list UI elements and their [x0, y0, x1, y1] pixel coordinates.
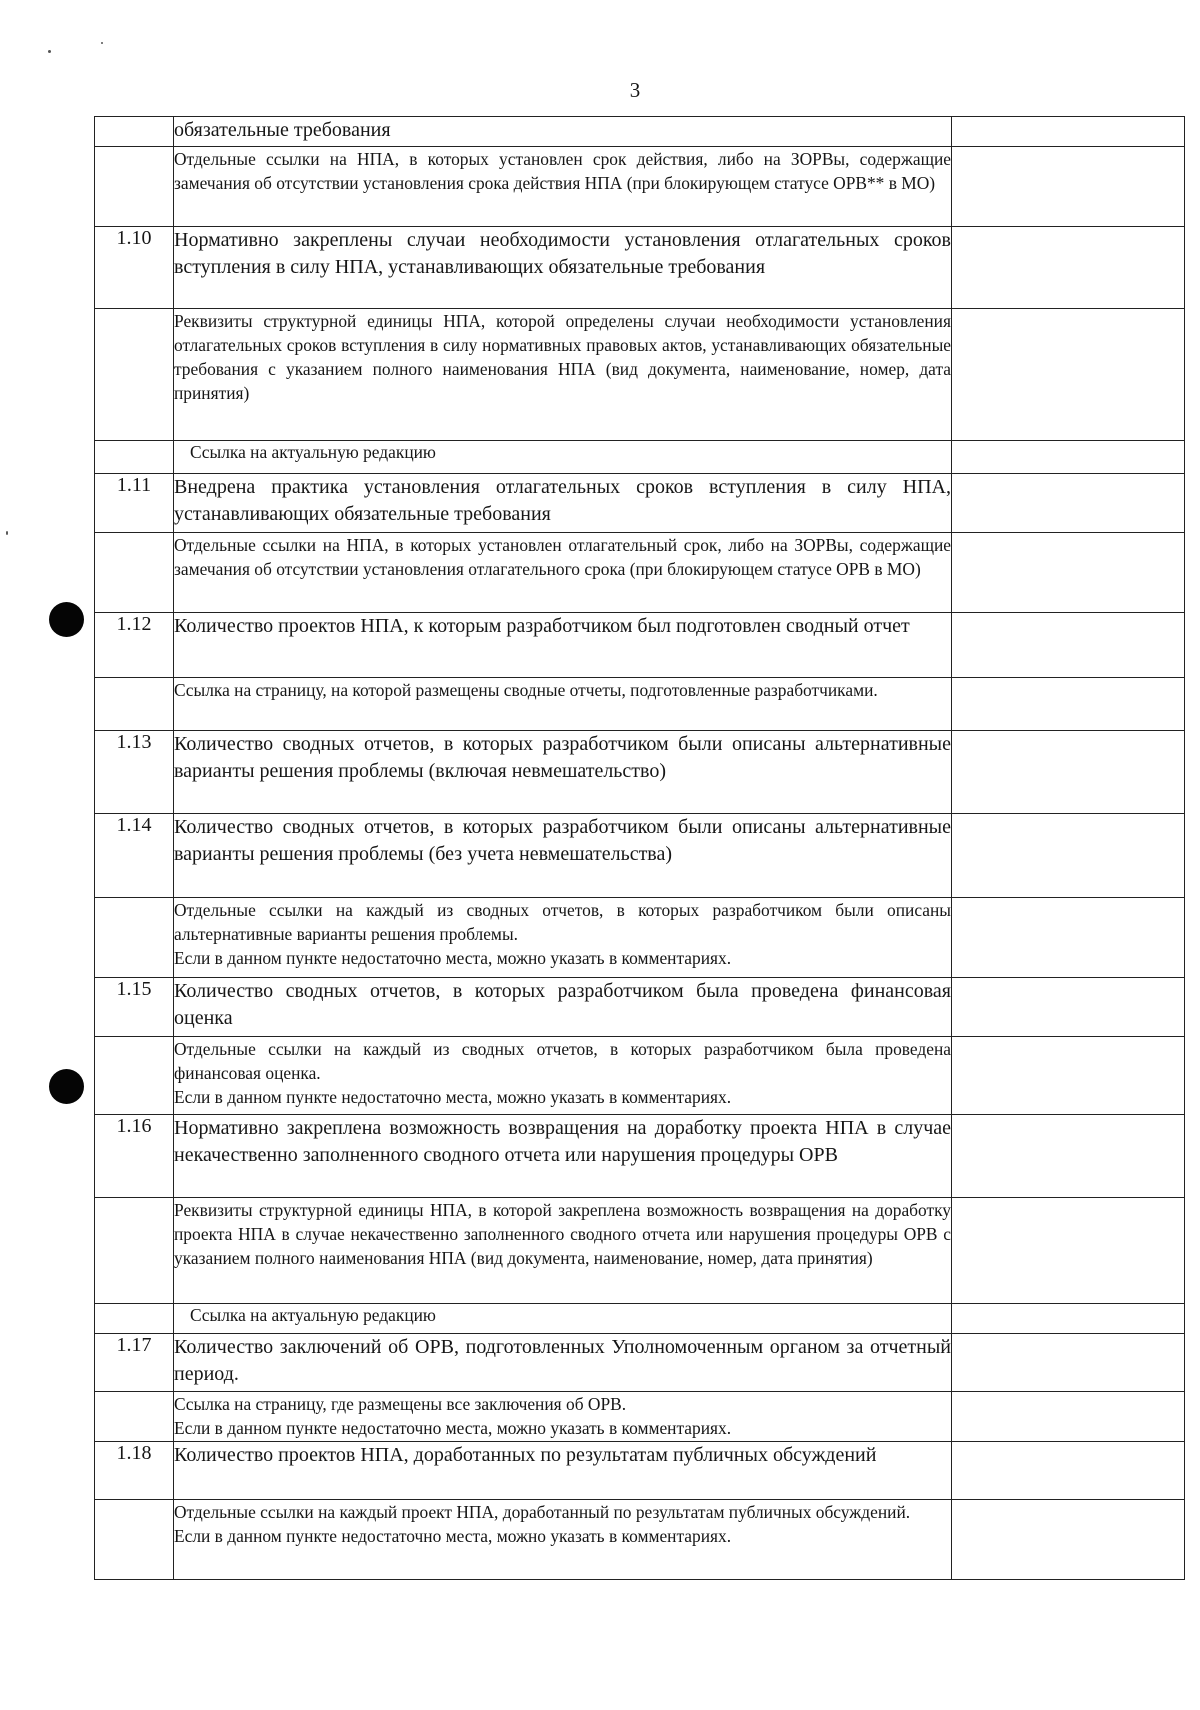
cell-text: Ссылка на актуальную редакцию: [190, 442, 436, 462]
item-number: [95, 1500, 174, 1580]
value-cell[interactable]: [952, 227, 1185, 309]
value-cell[interactable]: [952, 1392, 1185, 1442]
criterion-row: [95, 978, 1185, 1037]
cell-text: Отдельные ссылки на каждый из сводных отчетов, в которых разработчиком была проведена финансовая оценка. Если в данном пункте недостаточно места, можно указать в комментариях.: [174, 1039, 951, 1107]
item-number: 1.18: [95, 1442, 174, 1500]
criterion-text: [174, 117, 952, 147]
evidence-text: [174, 678, 952, 731]
evidence-text: [174, 1198, 952, 1304]
cell-text: Ссылка на страницу, на которой размещены сводные отчеты, подготовленные разработчиками.: [174, 680, 878, 700]
item-number: [95, 1037, 174, 1115]
criterion-row: [95, 1442, 1185, 1500]
item-number: [95, 1198, 174, 1304]
item-number: [95, 898, 174, 978]
punch-hole-lower: [49, 1069, 84, 1104]
item-number: [95, 441, 174, 474]
value-cell[interactable]: [952, 117, 1185, 147]
evidence-row: [95, 1037, 1185, 1115]
criterion-text: [174, 1115, 952, 1198]
cell-text: Отдельные ссылки на каждый проект НПА, доработанный по результатам публичных обсуждений. Если в данном пункте недостаточно места, можно указать в комментариях.: [174, 1502, 911, 1546]
value-cell[interactable]: [952, 441, 1185, 474]
evidence-row: [95, 533, 1185, 613]
value-cell[interactable]: [952, 1198, 1185, 1304]
evidence-row: [95, 117, 1185, 147]
evidence-text: [174, 1500, 952, 1580]
item-number: [95, 309, 174, 441]
cell-text: Количество проектов НПА, доработанных по результатам публичных обсуждений: [174, 1444, 877, 1466]
cell-text: Отдельные ссылки на НПА, в которых установлен срок действия, либо на ЗОРВы, содержащие замечания об отсутствии установления срока действия НПА (при блокирующем статусе ОРВ** в МО): [174, 149, 951, 193]
value-cell[interactable]: [952, 731, 1185, 814]
item-number: 1.15: [95, 978, 174, 1037]
evidence-row: [95, 147, 1185, 227]
evidence-row: [95, 1392, 1185, 1442]
cell-text: Количество сводных отчетов, в которых разработчиком были описаны альтернативные варианты решения проблемы (без учета невмешательства): [174, 816, 951, 865]
criterion-row: [95, 474, 1185, 533]
value-cell[interactable]: [952, 309, 1185, 441]
cell-text: обязательные требования: [174, 119, 391, 141]
criterion-text: [174, 978, 952, 1037]
cell-text: Количество проектов НПА, к которым разработчиком был подготовлен сводный отчет: [174, 615, 910, 637]
evidence-text: [174, 898, 952, 978]
cell-text: Отдельные ссылки на каждый из сводных отчетов, в которых разработчиком были описаны альтернативные варианты решения проблемы. Если в данном пункте недостаточно места, можно указать в комментариях.: [174, 900, 951, 968]
value-cell[interactable]: [952, 1115, 1185, 1198]
criterion-row: [95, 1115, 1185, 1198]
evidence-row: [95, 309, 1185, 441]
evidence-text: [174, 533, 952, 613]
cell-text: Реквизиты структурной единицы НПА, в которой закреплена возможность возвращения на доработку проекта НПА в случае некачественно заполненного сводного отчета или нарушения процедуры ОРВ с указанием полного наименования НПА (вид документа, наименование, номер, дата принятия): [174, 1200, 951, 1268]
criterion-row: [95, 613, 1185, 678]
cell-text: Ссылка на страницу, где размещены все заключения об ОРВ. Если в данном пункте недостаточно места, можно указать в комментариях.: [174, 1394, 732, 1438]
item-number: [95, 678, 174, 731]
evidence-row: [95, 678, 1185, 731]
value-cell[interactable]: [952, 978, 1185, 1037]
link-text: [174, 1304, 952, 1334]
cell-text: Количество сводных отчетов, в которых разработчиком была проведена финансовая оценка: [174, 980, 951, 1029]
criterion-text: [174, 731, 952, 814]
item-number: 1.10: [95, 227, 174, 309]
cell-text: Количество сводных отчетов, в которых разработчиком были описаны альтернативные варианты решения проблемы (включая невмешательство): [174, 733, 951, 782]
criteria-table: [94, 116, 1185, 1580]
link-text: [174, 441, 952, 474]
value-cell[interactable]: [952, 147, 1185, 227]
item-number: [95, 147, 174, 227]
item-number: [95, 1392, 174, 1442]
scan-speck: [6, 531, 8, 535]
value-cell[interactable]: [952, 898, 1185, 978]
criterion-text: [174, 474, 952, 533]
criterion-row: [95, 814, 1185, 898]
punch-hole-upper: [49, 602, 84, 637]
criterion-text: [174, 1334, 952, 1392]
evidence-text: [174, 1037, 952, 1115]
page-number: 3: [629, 78, 641, 102]
value-cell[interactable]: [952, 533, 1185, 613]
cell-text: Отдельные ссылки на НПА, в которых установлен отлагательный срок, либо на ЗОРВы, содержащие замечания об отсутствии установления отлагательного срока (при блокирующем статусе ОРВ в МО): [174, 535, 951, 579]
link-row: [95, 1304, 1185, 1334]
evidence-row: [95, 898, 1185, 978]
item-number: 1.16: [95, 1115, 174, 1198]
item-number: [95, 533, 174, 613]
value-cell[interactable]: [952, 613, 1185, 678]
scan-speck: [101, 42, 103, 44]
item-number: [95, 117, 174, 147]
cell-text: Количество заключений об ОРВ, подготовленных Уполномоченным органом за отчетный период.: [174, 1336, 951, 1385]
criterion-text: [174, 1442, 952, 1500]
value-cell[interactable]: [952, 1037, 1185, 1115]
value-cell[interactable]: [952, 1304, 1185, 1334]
value-cell[interactable]: [952, 678, 1185, 731]
value-cell[interactable]: [952, 1500, 1185, 1580]
item-number: 1.14: [95, 814, 174, 898]
item-number: 1.13: [95, 731, 174, 814]
criterion-text: [174, 814, 952, 898]
link-row: [95, 441, 1185, 474]
criterion-row: [95, 731, 1185, 814]
criterion-row: [95, 1334, 1185, 1392]
cell-text: Реквизиты структурной единицы НПА, которой определены случаи необходимости установления отлагательных сроков вступления в силу нормативных правовых актов, устанавливающих обязательные требования с указанием полного наименования НПА (вид документа, наименование, номер, дата принятия): [174, 311, 951, 403]
value-cell[interactable]: [952, 814, 1185, 898]
criterion-text: [174, 613, 952, 678]
criterion-row: [95, 227, 1185, 309]
item-number: [95, 1304, 174, 1334]
evidence-text: [174, 147, 952, 227]
value-cell[interactable]: [952, 474, 1185, 533]
evidence-text: [174, 309, 952, 441]
value-cell[interactable]: [952, 1334, 1185, 1392]
evidence-text: [174, 1392, 952, 1442]
cell-text: Нормативно закреплена возможность возвращения на доработку проекта НПА в случае некачественно заполненного сводного отчета или нарушения процедуры ОРВ: [174, 1117, 951, 1166]
criteria-table-body: [95, 117, 1185, 1580]
evidence-row: [95, 1198, 1185, 1304]
value-cell[interactable]: [952, 1442, 1185, 1500]
cell-text: Нормативно закреплены случаи необходимости установления отлагательных сроков вступления в силу НПА, устанавливающих обязательные требования: [174, 229, 951, 278]
item-number: 1.17: [95, 1334, 174, 1392]
criterion-text: [174, 227, 952, 309]
evidence-row: [95, 1500, 1185, 1580]
scan-speck: [48, 50, 51, 53]
cell-text: Внедрена практика установления отлагательных сроков вступления в силу НПА, устанавливающих обязательные требования: [174, 476, 951, 525]
item-number: 1.12: [95, 613, 174, 678]
item-number: 1.11: [95, 474, 174, 533]
cell-text: Ссылка на актуальную редакцию: [190, 1305, 436, 1325]
